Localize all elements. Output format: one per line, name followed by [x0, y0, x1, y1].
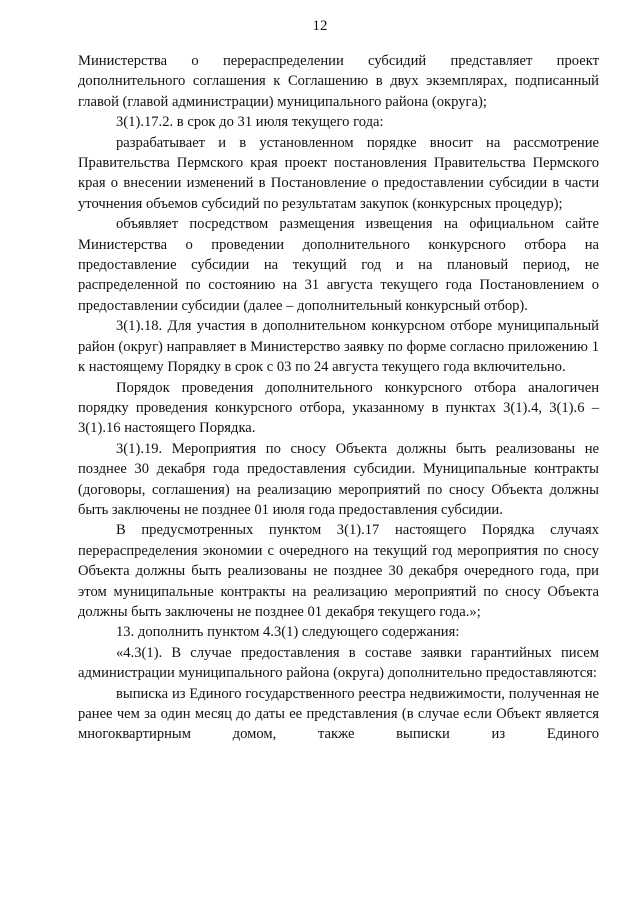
page-number: 12 — [312, 18, 328, 34]
paragraph-3-1-18: 3(1).18. Для участия в дополнительном конкурсном отборе муниципальный район (округ) направляет в Министерство заявку по форме согласно приложению 1 к настоящему Порядку в срок с 03 по 24 августа текущего года включительно. — [78, 318, 599, 376]
paragraph-continuation: Министерства о перераспределении субсидий представляет проект дополнительного соглашения к Соглашению в двух экземплярах, подписанный главой (главой администрации) муниципального района (округа); — [78, 53, 599, 110]
paragraph-item-13: 13. дополнить пунктом 4.3(1) следующего содержания: — [116, 624, 460, 641]
document-body — [78, 51, 599, 745]
paragraph-3-1-17-2: 3(1).17.2. в срок до 31 июля текущего года: — [116, 114, 384, 131]
paragraph-develops-resolution: разрабатывает и в установленном порядке вносит на рассмотрение Правительства Пермского края проект постановления Правительства Пермского края о внесении изменений в Постановление о предоставлении субсидии в части уточнения объемов субсидий по результатам закупок (конкурсных процедур); — [78, 134, 599, 212]
paragraph-registry-extract: выписка из Единого государственного реестра недвижимости, полученная не ранее чем за один месяц до даты ее представления (в случае если Объект является многоквартирным домом, также выписки из Единого — [78, 685, 599, 743]
paragraph-4-3-1: «4.3(1). В случае предоставления в составе заявки гарантийных писем администрации муниципального района (округа) дополнительно предоставляются: — [78, 644, 599, 682]
paragraph-redistribution-case: В предусмотренных пунктом 3(1).17 настоящего Порядка случаях перераспределения экономии с очередного на текущий год мероприятия по сносу Объекта должны быть реализованы не позднее 30 декабря очередного года, при этом муниципальные контракты на реализацию мероприятий по сносу Объекта должны быть заключены не позднее 01 декабря текущего года.»; — [78, 522, 599, 620]
paragraph-3-1-19: 3(1).19. Мероприятия по сносу Объекта должны быть реализованы не позднее 30 декабря года предоставления субсидии. Муниципальные контракты (договоры, соглашения) на реализацию мероприятий по сносу Объекта должны быть заключены не позднее 01 июля года предоставления субсидии. — [78, 440, 599, 518]
paragraph-selection-procedure: Порядок проведения дополнительного конкурсного отбора аналогичен порядку проведения конкурсного отбора, указанному в пунктах 3(1).4, 3(1).6 – 3(1).16 настоящего Порядка. — [78, 379, 599, 437]
paragraph-announces-selection: объявляет посредством размещения извещения на официальном сайте Министерства о проведении дополнительного конкурсного отбора на предоставление субсидии на текущий год и на плановый период, не распределенной по состоянию на 31 августа текущего года Постановлением о предоставлении субсидии (далее – дополнительный конкурсный отбор). — [78, 216, 599, 314]
